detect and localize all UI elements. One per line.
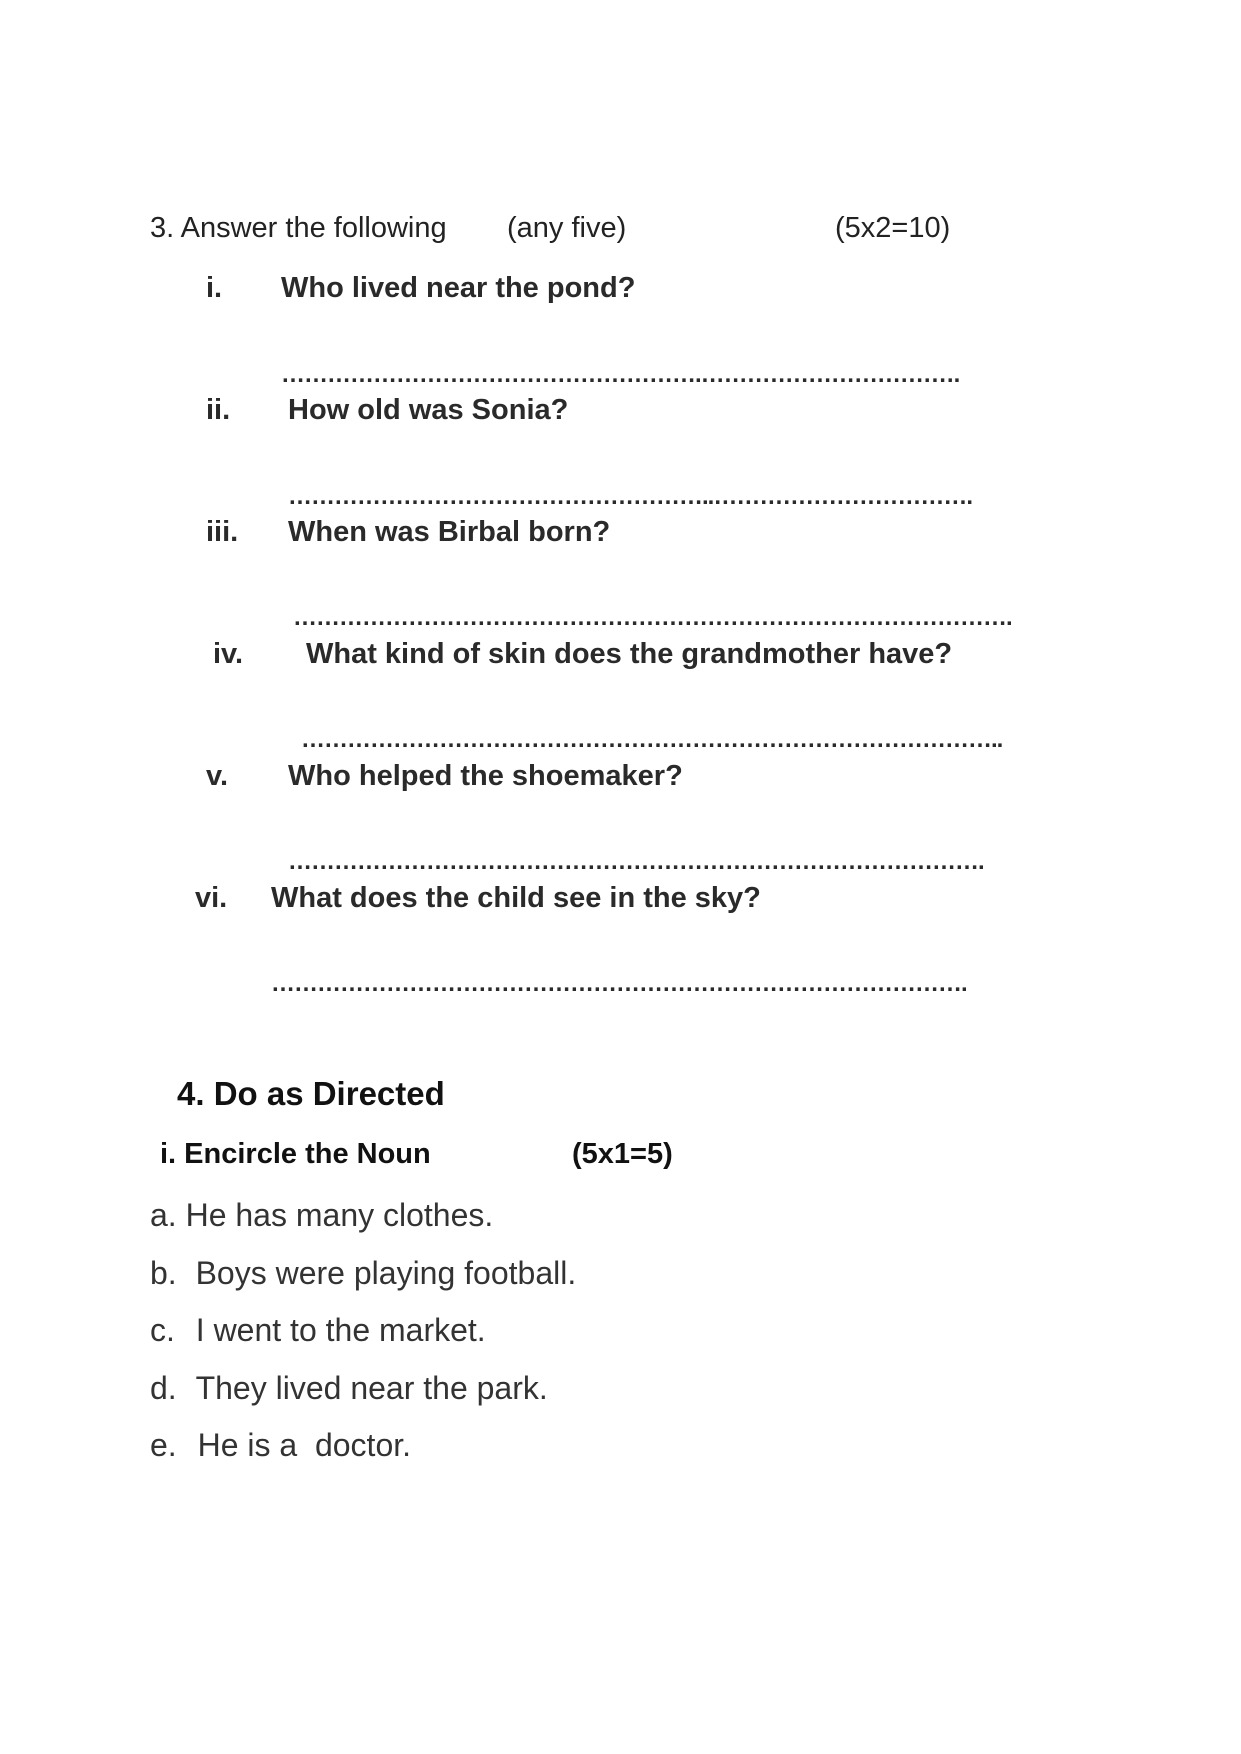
item-text[interactable]: He has many clothes. [185,1197,494,1233]
item-label: b. [150,1255,177,1291]
question-number: iii. [206,516,239,548]
list-item [150,1312,486,1349]
list-item [150,1370,548,1407]
item-label: e. [150,1427,177,1463]
item-text[interactable]: They lived near the park. [195,1370,548,1406]
item-label: a. [150,1197,177,1233]
question-text: What does the child see in the sky? [271,882,761,914]
answer-line[interactable]: …………………………………………………………………………………. [293,604,1012,631]
question-number: i. [206,272,223,304]
question-number: iv. [213,638,244,670]
list-item [150,1427,411,1464]
question-text: When was Birbal born? [288,516,611,548]
subsection-title: i. Encircle the Noun [160,1138,431,1170]
list-item [150,1197,493,1234]
section-4-title: 4. Do as Directed [177,1075,445,1112]
question-text: Who lived near the pond? [281,272,636,304]
subsection-marks: (5x1=5) [572,1138,673,1170]
item-label: c. [150,1312,175,1348]
item-text[interactable]: Boys were playing football. [195,1255,577,1291]
section-3-marks: (5x2=10) [835,212,951,244]
answer-line[interactable]: ………………………………………………………………………………. [288,848,984,875]
question-number: vi. [195,882,228,914]
item-text[interactable]: I went to the market. [195,1312,486,1348]
item-label: d. [150,1370,177,1406]
question-text: How old was Sonia? [288,394,569,426]
answer-line[interactable]: ……………………………………………….……………………………. [281,361,960,388]
question-number: ii. [206,394,231,426]
question-number: v. [206,760,229,792]
answer-line[interactable]: ………………………………………………..……………………………. [288,483,973,510]
item-text[interactable]: He is a doctor. [197,1427,412,1463]
question-text: Who helped the shoemaker? [288,760,683,792]
answer-line[interactable]: ………………………………………………………………………………. [271,970,967,997]
section-3-note: (any five) [507,212,627,244]
list-item [150,1255,576,1292]
section-3-title: 3. Answer the following [150,212,447,244]
answer-line[interactable]: ……………………………………………………………………………….. [301,726,1003,753]
question-text: What kind of skin does the grandmother have? [306,638,953,670]
